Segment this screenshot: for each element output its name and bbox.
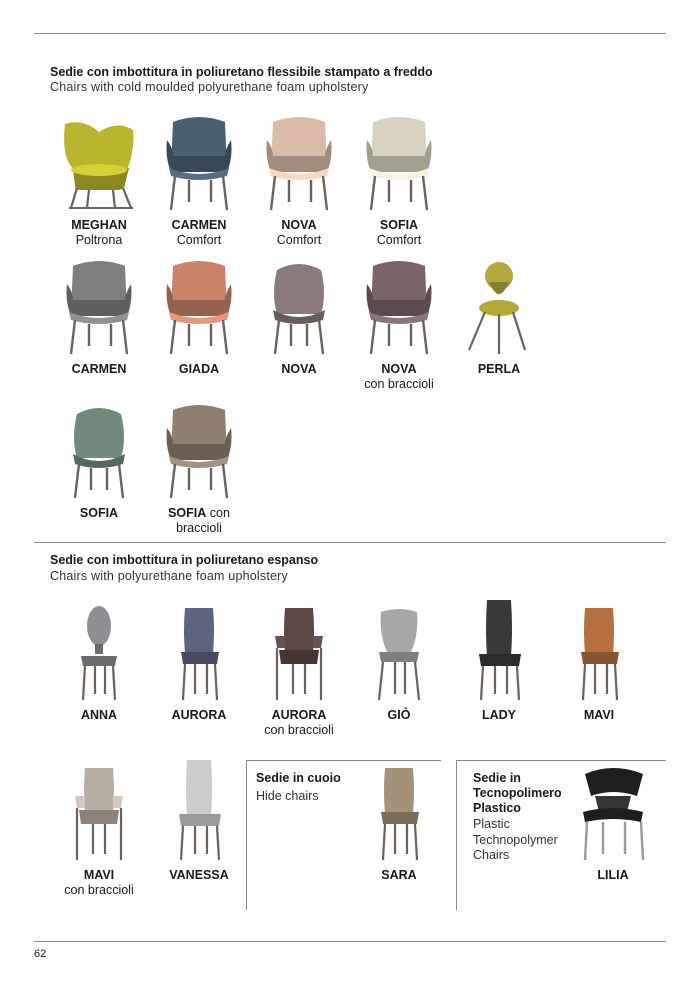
chair-variant: con braccioli	[64, 883, 134, 897]
arm-side-chair-icon	[255, 600, 343, 702]
chair-variant: con braccioli	[364, 377, 434, 391]
lounge-chair-icon	[55, 110, 143, 212]
chair-caption	[44, 218, 154, 248]
chair-item	[344, 254, 454, 392]
chair-caption	[144, 218, 254, 248]
side-chair-icon	[355, 760, 443, 862]
section2-title: Sedie con imbottitura in poliuretano espanso	[50, 553, 319, 567]
side-chair-icon	[555, 600, 643, 702]
shell-chair-icon	[255, 254, 343, 356]
armchair-icon	[355, 110, 443, 212]
chair-caption	[244, 708, 354, 738]
chair-variant: Comfort	[176, 233, 222, 247]
chair-name: SOFIA	[379, 218, 419, 232]
chair-name: SOFIA	[79, 506, 119, 520]
chair-name: LILIA	[597, 868, 629, 882]
chair-item	[544, 600, 654, 723]
chair-item	[144, 254, 254, 377]
chair-caption	[44, 362, 154, 377]
hide-box-subtitle: Hide chairs	[256, 789, 319, 803]
chair-name: NOVA	[281, 218, 317, 232]
chair-name: SARA	[381, 868, 417, 882]
chair-item	[344, 110, 454, 248]
plastic-chair-icon	[569, 760, 657, 862]
chair-name: ANNA	[80, 708, 118, 722]
chair-item	[244, 110, 354, 248]
chair-variant-line2: braccioli	[176, 521, 222, 535]
armchair-icon	[255, 110, 343, 212]
chair-variant: Poltrona	[75, 233, 123, 247]
chair-item	[44, 110, 154, 248]
chair-name: PERLA	[477, 362, 521, 376]
high-back-chair-icon	[155, 760, 243, 862]
section2-subtitle: Chairs with polyurethane foam upholstery	[50, 569, 288, 583]
chair-item	[44, 398, 154, 521]
page-number: 62	[34, 948, 47, 960]
chair-name: LADY	[481, 708, 517, 722]
chair-name: GIADA	[178, 362, 220, 376]
chair-item	[344, 600, 454, 723]
chair-item	[444, 254, 554, 377]
chair-caption	[344, 362, 454, 392]
chair-item	[244, 600, 354, 738]
chair-item	[44, 254, 154, 377]
curved-chair-icon	[355, 600, 443, 702]
chair-item	[144, 600, 254, 723]
chair-item	[558, 760, 668, 883]
chair-caption	[44, 506, 154, 521]
section1-subtitle: Chairs with cold moulded polyurethane foam upholstery	[50, 80, 369, 94]
shell-chair-icon	[55, 398, 143, 500]
chair-item	[44, 600, 154, 723]
chair-variant: con	[209, 506, 230, 520]
chair-item	[444, 600, 554, 723]
chair-variant: con braccioli	[264, 723, 334, 737]
chair-caption	[44, 708, 154, 723]
armchair-icon	[355, 254, 443, 356]
chair-variant: Comfort	[276, 233, 322, 247]
chair-caption	[44, 868, 154, 898]
chair-caption	[558, 868, 668, 883]
top-rule	[34, 33, 666, 34]
chair-name: AURORA	[271, 708, 327, 722]
chair-name: VANESSA	[169, 868, 229, 882]
chair-caption	[444, 708, 554, 723]
chair-name: NOVA	[281, 362, 317, 376]
arm-side-chair-icon	[55, 760, 143, 862]
chair-caption	[244, 362, 354, 377]
chair-caption	[344, 218, 454, 248]
plastic-box-title: Sedie in Tecnopolimero Plastico	[473, 771, 562, 815]
perla-chair-icon	[455, 254, 543, 356]
chair-caption	[444, 362, 554, 377]
chair-caption	[244, 218, 354, 248]
chair-name: MEGHAN	[71, 218, 127, 232]
chair-name: SOFIA	[168, 506, 207, 520]
chair-item	[144, 760, 254, 883]
chair-name: CARMEN	[71, 362, 127, 376]
chair-item	[344, 760, 454, 883]
chair-caption	[144, 506, 254, 536]
bottom-rule	[34, 941, 666, 942]
armchair-icon	[155, 398, 243, 500]
chair-name: MAVI	[583, 708, 615, 722]
section-divider	[34, 542, 666, 543]
armchair-icon	[55, 254, 143, 356]
chair-caption	[144, 868, 254, 883]
chair-name: CARMEN	[171, 218, 227, 232]
section1-title: Sedie con imbottitura in poliuretano flessibile stampato a freddo	[50, 65, 433, 79]
chair-caption	[144, 708, 254, 723]
chair-name: AURORA	[171, 708, 227, 722]
chair-item	[144, 110, 254, 248]
chair-caption	[144, 362, 254, 377]
chair-item	[44, 760, 154, 898]
chair-name: NOVA	[381, 362, 417, 376]
oval-back-chair-icon	[55, 600, 143, 702]
chair-item	[244, 254, 354, 377]
hide-box-title: Sedie in cuoio	[256, 771, 341, 785]
side-chair-icon	[155, 600, 243, 702]
armchair-icon	[155, 110, 243, 212]
chair-caption	[344, 868, 454, 883]
high-back-chair-icon	[455, 600, 543, 702]
chair-caption	[344, 708, 454, 723]
plastic-box-left-rule	[456, 760, 457, 910]
plastic-box-subtitle: Plastic Technopolymer Chairs	[473, 817, 558, 862]
chair-variant: Comfort	[376, 233, 422, 247]
chair-name: GIÒ	[387, 708, 411, 722]
hide-box-left-rule	[246, 760, 247, 910]
chair-caption	[544, 708, 654, 723]
chair-name: MAVI	[83, 868, 115, 882]
armchair-icon	[155, 254, 243, 356]
chair-item	[144, 398, 254, 536]
